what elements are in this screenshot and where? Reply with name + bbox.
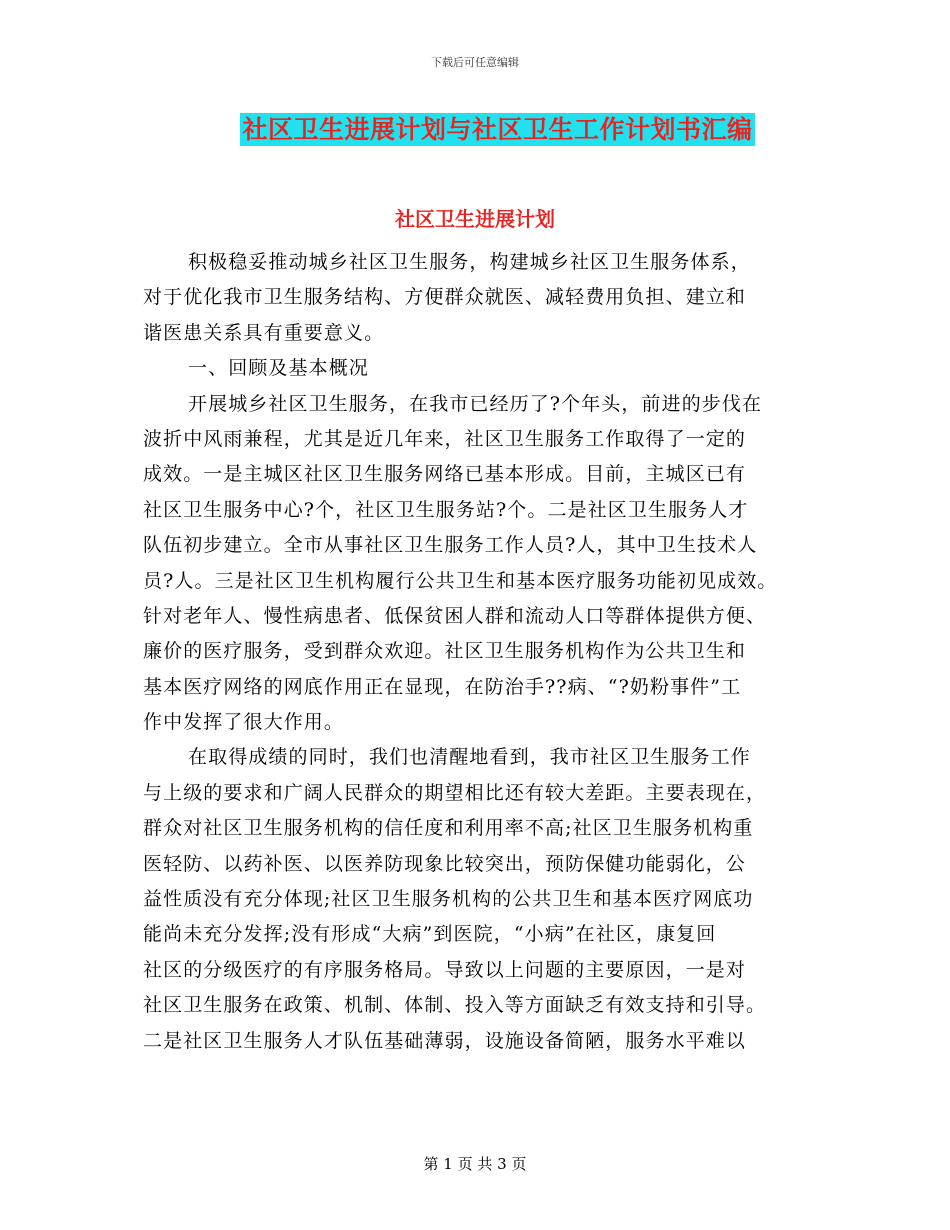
paragraph-line: 队伍初步建立。全市从事社区卫生服务工作人员?人，其中卫生技术人 bbox=[143, 534, 758, 557]
paragraph-line: 作中发挥了很大作用。 bbox=[143, 711, 345, 734]
paragraph-line: 社区卫生服务在政策、机制、体制、投入等方面缺乏有效支持和引导。 bbox=[143, 994, 767, 1017]
paragraph-line: 成效。一是主城区社区卫生服务网络已基本形成。目前，主城区已有 bbox=[143, 463, 747, 486]
paragraph-line: 医轻防、以药补医、以医养防现象比较突出，预防保健功能弱化，公 bbox=[143, 852, 747, 875]
page-number-footer: 第 1 页 共 3 页 bbox=[423, 1155, 527, 1173]
header-note: 下载后可任意编辑 bbox=[431, 56, 519, 69]
paragraph-line: 社区卫生服务中心?个，社区卫生服务站?个。二是社区卫生服务人才 bbox=[143, 498, 749, 521]
paragraph-line: 与上级的要求和广阔人民群众的期望相比还有较大差距。主要表现在， bbox=[143, 781, 767, 804]
paragraph-line: 能尚未充分发挥;没有形成“大病”到医院，“小病”在社区，康复回 bbox=[143, 923, 717, 946]
document-body bbox=[143, 245, 823, 1059]
paragraph-line: 开展城乡社区卫生服务，在我市已经历了?个年头，前进的步伐在 bbox=[188, 392, 763, 415]
section-heading: 一、回顾及基本概况 bbox=[188, 357, 369, 380]
paragraph-line: 基本医疗网络的网底作用正在显现，在防治手??病、“?奶粉事件”工 bbox=[143, 675, 742, 698]
paragraph-line: 在取得成绩的同时，我们也清醒地看到，我市社区卫生服务工作 bbox=[188, 746, 751, 769]
paragraph-line: 二是社区卫生服务人才队伍基础薄弱，设施设备简陋，服务水平难以 bbox=[143, 1029, 747, 1052]
document-title-container bbox=[0, 113, 950, 146]
paragraph-line: 积极稳妥推动城乡社区卫生服务，构建城乡社区卫生服务体系， bbox=[188, 251, 751, 273]
paragraph-line: 员?人。三是社区卫生机构履行公共卫生和基本医疗服务功能初见成效。 bbox=[143, 569, 778, 592]
paragraph-line: 廉价的医疗服务，受到群众欢迎。社区卫生服务机构作为公共卫生和 bbox=[143, 640, 747, 663]
paragraph-line: 益性质没有充分体现;社区卫生服务机构的公共卫生和基本医疗网底功 bbox=[143, 888, 754, 911]
paragraph-line: 波折中风雨兼程，尤其是近几年来，社区卫生服务工作取得了一定的 bbox=[143, 427, 747, 450]
paragraph-line: 社区的分级医疗的有序服务格局。导致以上问题的主要原因，一是对 bbox=[143, 958, 747, 981]
paragraph-line: 对于优化我市卫生服务结构、方便群众就医、减轻费用负担、建立和 bbox=[143, 286, 747, 309]
paragraph-line: 群众对社区卫生服务机构的信任度和利用率不高;社区卫生服务机构重 bbox=[143, 817, 754, 840]
document-title: 社区卫生进展计划与社区卫生工作计划书汇编 bbox=[242, 115, 753, 144]
paragraph-line: 针对老年人、慢性病患者、低保贫困人群和流动人口等群体提供方便、 bbox=[143, 604, 767, 627]
section-title: 社区卫生进展计划 bbox=[395, 207, 555, 231]
paragraph-line: 谐医患关系具有重要意义。 bbox=[143, 321, 385, 344]
